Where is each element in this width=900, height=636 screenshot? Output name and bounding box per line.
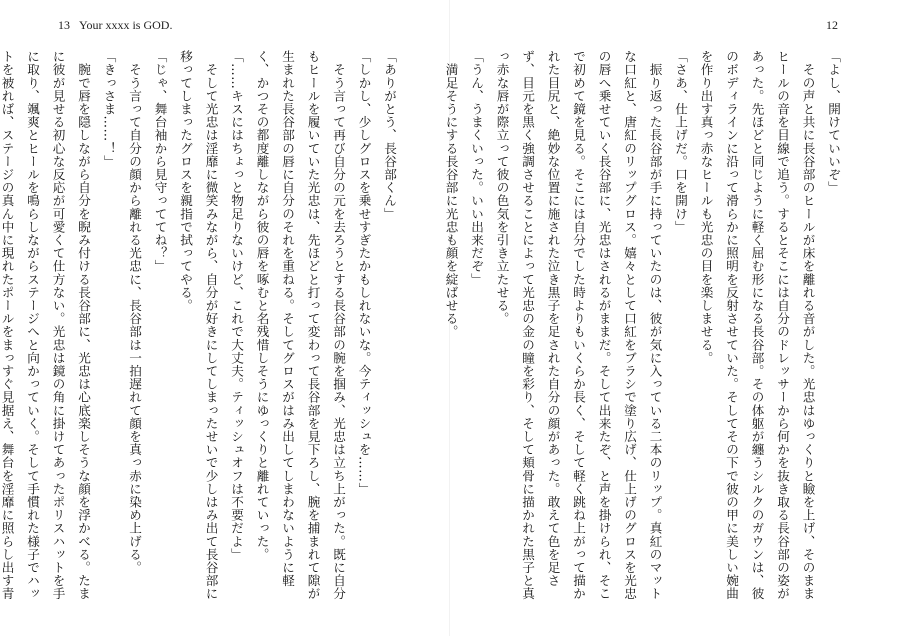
running-title: Your xxxx is GOD.	[79, 18, 173, 32]
right-page-number: 12	[826, 18, 838, 32]
left-page-number: 13	[58, 18, 70, 32]
right-page-header	[826, 18, 838, 33]
right-page-body-text: 「よし、開けていいぞ」 その声と共に長谷部のヒールが床を離れる音がした。光忠はゆっくりと瞼を上げ、そのままヒールの音を目線で追う。するとそこには自分のドレッサーから何かを抜き取る長谷部の姿があった。先ほどと同じように軽く屈む形になる長谷部。その体躯が纏うシルクのガウンは、彼のボディラインに沿って滑らかに照明を反射させていた。そしてその下で彼の甲に美しい婉曲を作り出す真っ赤なヒールも光忠の目を楽しませる。 「さあ、仕上げだ。口を開け」 振り返った長谷部が手に持っていたのは、彼が気に入っている二本のリップ。真紅のマットな口紅と、唐紅のリップグロス。嬉々として口紅をブラシで塗り広げ、仕上げのグロスを光忠の唇へ乗せていく長谷部に、光忠はされるがままだ。そして出来たぞ、と声を掛けられ、そこで初めて鏡を見る。そこには自分でした時よりもいくらか長く、そして軽く跳ね上がって描かれた目尻と、絶妙な位置に施された泣き黒子を足された自分の顔があった。敢えて色を足さず、目元を黒く強調させることによって光忠の金の瞳を彩り、そして頬骨に描かれた黒子と真っ赤な唇が際立って彼の色気を引き立たせる。 「うん、うまくいった。いい出来だぞ」 満足そうにする長谷部に光忠も顔を綻ばせる。	[443, 50, 841, 601]
left-page-body-text: 「ありがとう、長谷部くん」 「しかし、少しグロスを乗せすぎたかもしれないな。今ティッシュを……」 そう言って再び自分の元を去ろうとする長谷部の腕を掴み、光忠は立ち上がった。既に自分もヒールを履いていた光忠は、先ほどと打って変わって長谷部を見下ろし、腕を捕まれて隙が生まれた長谷部の唇に自分のそれを重ねる。そしてグロスがはみ出してしまわないように軽く、かつその都度離しながら彼の唇を啄むと名残惜しそうにゆっくりと離れていった。 「……キスにはちょっと物足りないけど、これで大丈夫。ティッシュオフは不要だよ」 そして光忠は淫靡に微笑みながら、自分が好きにしてしまったせいで少しはみ出て長谷部に移ってしまったグロスを親指で拭ってやる。 「じゃ、舞台袖から見守っててね？」 そう言って自分の顔から離れる光忠に、長谷部は一拍遅れて顔を真っ赤に染め上げる。 「きっさま……！」 腕で唇を隠しながら自分を睨み付ける長谷部に、光忠は心底楽しそうな顔を浮かべる。たまに彼が見せる初心な反応が可愛くて仕方ない。光忠は鏡の角に掛けてあったポリスハットを手に取り、颯爽とヒールを鳴らしながらステージへと向かっていく。そして手慣れた様子でハットを被れば、ステージの真ん中に現れたポールをまっすぐ見据え、舞台を淫靡に照らし出す青	[0, 50, 397, 601]
left-page-header	[58, 18, 172, 33]
